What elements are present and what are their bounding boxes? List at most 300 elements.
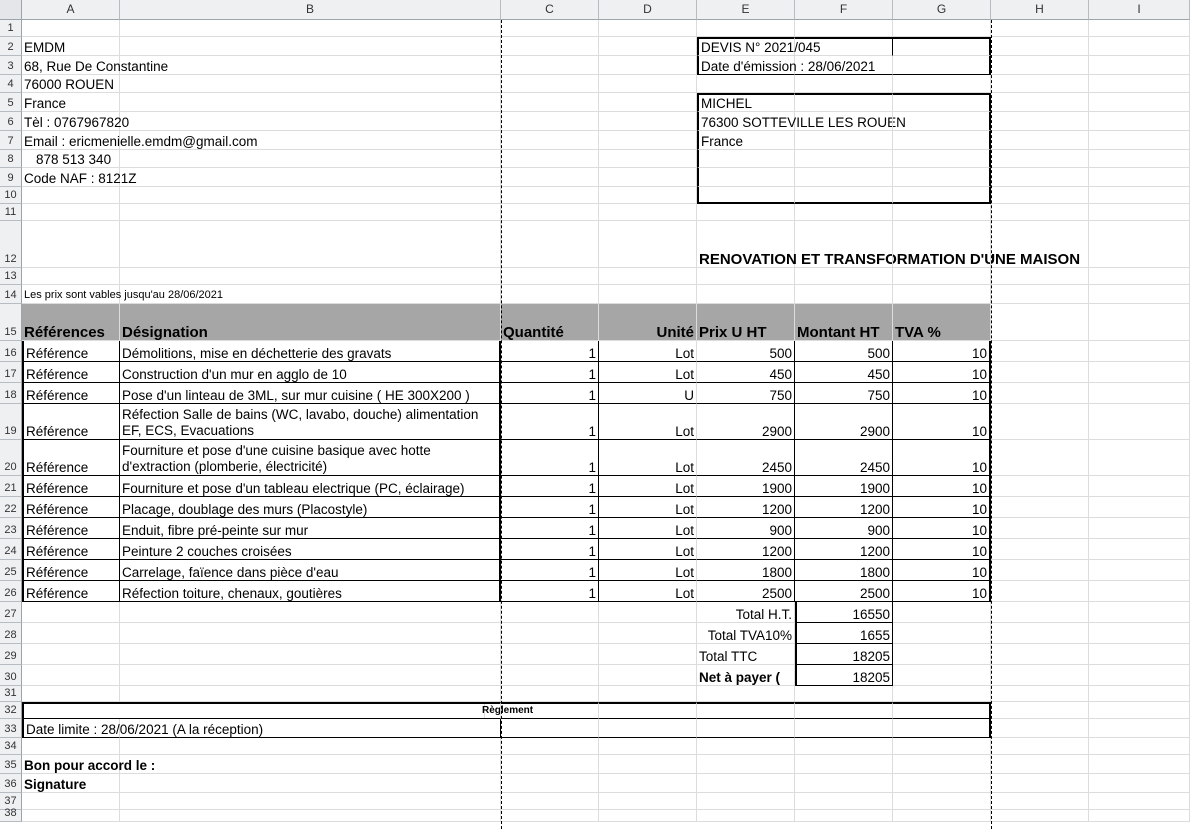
cell-A10[interactable] xyxy=(22,187,120,204)
cell-I26[interactable] xyxy=(1089,581,1190,602)
cell-I2[interactable] xyxy=(1089,37,1190,56)
cell-E34[interactable] xyxy=(697,738,795,755)
cell-B29[interactable] xyxy=(120,644,501,665)
row-header-35[interactable] xyxy=(0,755,22,774)
cell-D2[interactable] xyxy=(599,37,697,56)
cell-E1[interactable] xyxy=(697,20,795,37)
cell-G38[interactable] xyxy=(893,810,991,822)
cell-G31[interactable] xyxy=(893,686,991,702)
cell-B1[interactable] xyxy=(120,20,501,37)
cell-E23[interactable] xyxy=(697,518,795,539)
cell-D5[interactable] xyxy=(599,93,697,112)
cell-F5[interactable] xyxy=(795,93,893,112)
column-header-C[interactable] xyxy=(501,0,599,20)
cell-I16[interactable] xyxy=(1089,341,1190,362)
cell-H36[interactable] xyxy=(991,774,1089,793)
cell-C28[interactable] xyxy=(501,623,599,644)
cell-F22[interactable] xyxy=(795,497,893,518)
cell-I15[interactable] xyxy=(1089,304,1190,341)
cell-F8[interactable] xyxy=(795,150,893,168)
cell-B33[interactable] xyxy=(120,719,501,738)
cell-E13[interactable] xyxy=(697,268,795,285)
cell-D28[interactable] xyxy=(599,623,697,644)
cell-A34[interactable] xyxy=(22,738,120,755)
cell-A22[interactable] xyxy=(22,497,120,518)
cell-B36[interactable] xyxy=(120,774,501,793)
cell-I24[interactable] xyxy=(1089,539,1190,560)
cell-B35[interactable] xyxy=(120,755,501,774)
cell-H17[interactable] xyxy=(991,362,1089,383)
cell-H13[interactable] xyxy=(991,268,1089,285)
cell-H5[interactable] xyxy=(991,93,1089,112)
cell-G17[interactable] xyxy=(893,362,991,383)
cell-C34[interactable] xyxy=(501,738,599,755)
row-header-32[interactable] xyxy=(0,702,22,719)
cell-A29[interactable] xyxy=(22,644,120,665)
cell-C31[interactable] xyxy=(501,686,599,702)
cell-E5[interactable] xyxy=(697,93,795,112)
cell-I22[interactable] xyxy=(1089,497,1190,518)
row-header-22[interactable] xyxy=(0,497,22,518)
row-header-13[interactable] xyxy=(0,268,22,285)
cell-B15[interactable] xyxy=(120,304,501,341)
cell-F25[interactable] xyxy=(795,560,893,581)
cell-E10[interactable] xyxy=(697,187,795,204)
cell-C16[interactable] xyxy=(501,341,599,362)
cell-F38[interactable] xyxy=(795,810,893,822)
row-header-2[interactable] xyxy=(0,37,22,56)
cell-E21[interactable] xyxy=(697,476,795,497)
cell-A20[interactable] xyxy=(22,440,120,476)
row-header-28[interactable] xyxy=(0,623,22,644)
column-header-A[interactable] xyxy=(22,0,120,20)
cell-C8[interactable] xyxy=(501,150,599,168)
cell-C14[interactable] xyxy=(501,285,599,304)
cell-G28[interactable] xyxy=(893,623,991,644)
cell-B38[interactable] xyxy=(120,810,501,822)
cell-H35[interactable] xyxy=(991,755,1089,774)
row-header-24[interactable] xyxy=(0,539,22,560)
cell-F9[interactable] xyxy=(795,168,893,187)
cell-B23[interactable] xyxy=(120,518,501,539)
cell-A27[interactable] xyxy=(22,602,120,623)
select-all-corner[interactable] xyxy=(0,0,22,20)
cell-G1[interactable] xyxy=(893,20,991,37)
cell-I28[interactable] xyxy=(1089,623,1190,644)
cell-H27[interactable] xyxy=(991,602,1089,623)
cell-A36[interactable] xyxy=(22,774,120,793)
cell-G16[interactable] xyxy=(893,341,991,362)
cell-H10[interactable] xyxy=(991,187,1089,204)
cell-I11[interactable] xyxy=(1089,204,1190,221)
cell-D32[interactable] xyxy=(599,702,697,719)
cell-C12[interactable] xyxy=(501,221,599,268)
cell-A18[interactable] xyxy=(22,383,120,404)
cell-A7[interactable] xyxy=(22,131,258,150)
cell-D35[interactable] xyxy=(599,755,697,774)
cell-D24[interactable] xyxy=(599,539,697,560)
cell-G33[interactable] xyxy=(893,719,991,738)
cell-D4[interactable] xyxy=(599,75,697,93)
cell-F37[interactable] xyxy=(795,793,893,810)
cell-H29[interactable] xyxy=(991,644,1089,665)
cell-B12[interactable] xyxy=(120,221,501,268)
cell-B13[interactable] xyxy=(120,268,501,285)
cell-D37[interactable] xyxy=(599,793,697,810)
cell-G18[interactable] xyxy=(893,383,991,404)
cell-I30[interactable] xyxy=(1089,665,1190,686)
cell-C33[interactable] xyxy=(501,719,599,738)
cell-D17[interactable] xyxy=(599,362,697,383)
row-header-10[interactable] xyxy=(0,187,22,204)
column-header-H[interactable] xyxy=(991,0,1089,20)
row-header-36[interactable] xyxy=(0,774,22,793)
cell-A23[interactable] xyxy=(22,518,120,539)
cell-G26[interactable] xyxy=(893,581,991,602)
cell-D25[interactable] xyxy=(599,560,697,581)
cell-I12[interactable] xyxy=(1089,221,1190,268)
cell-B14[interactable] xyxy=(120,285,501,304)
row-header-3[interactable] xyxy=(0,56,22,75)
row-header-25[interactable] xyxy=(0,560,22,581)
cell-A28[interactable] xyxy=(22,623,120,644)
cell-B18[interactable] xyxy=(120,383,501,404)
cell-B24[interactable] xyxy=(120,539,501,560)
cell-A31[interactable] xyxy=(22,686,120,702)
cell-E22[interactable] xyxy=(697,497,795,518)
cell-I9[interactable] xyxy=(1089,168,1190,187)
cell-A11[interactable] xyxy=(22,204,120,221)
column-header-I[interactable] xyxy=(1089,0,1190,20)
cell-G2[interactable] xyxy=(893,37,991,56)
cell-B25[interactable] xyxy=(120,560,501,581)
cell-B4[interactable] xyxy=(120,75,501,93)
cell-D3[interactable] xyxy=(599,56,697,75)
cell-B7[interactable] xyxy=(120,131,501,150)
cell-F23[interactable] xyxy=(795,518,893,539)
cell-E19[interactable] xyxy=(697,404,795,440)
cell-A6[interactable] xyxy=(22,112,130,131)
cell-E32[interactable] xyxy=(697,702,795,719)
cell-D6[interactable] xyxy=(599,112,697,131)
cell-H25[interactable] xyxy=(991,560,1089,581)
cell-C19[interactable] xyxy=(501,404,599,440)
cell-E2[interactable] xyxy=(697,37,821,56)
row-header-16[interactable] xyxy=(0,341,22,362)
cell-A25[interactable] xyxy=(22,560,120,581)
cell-D7[interactable] xyxy=(599,131,697,150)
cell-F13[interactable] xyxy=(795,268,893,285)
cell-E33[interactable] xyxy=(697,719,795,738)
cell-G7[interactable] xyxy=(893,131,991,150)
cell-B19[interactable] xyxy=(120,404,501,440)
row-header-26[interactable] xyxy=(0,581,22,602)
cell-A12[interactable] xyxy=(22,221,120,268)
cell-I20[interactable] xyxy=(1089,440,1190,476)
row-header-14[interactable] xyxy=(0,285,22,304)
cell-G9[interactable] xyxy=(893,168,991,187)
cell-D31[interactable] xyxy=(599,686,697,702)
cell-E37[interactable] xyxy=(697,793,795,810)
cell-F19[interactable] xyxy=(795,404,893,440)
cell-H38[interactable] xyxy=(991,810,1089,822)
cell-I5[interactable] xyxy=(1089,93,1190,112)
cell-A19[interactable] xyxy=(22,404,120,440)
cell-C35[interactable] xyxy=(501,755,599,774)
cell-C29[interactable] xyxy=(501,644,599,665)
cell-B11[interactable] xyxy=(120,204,501,221)
cell-E30[interactable] xyxy=(697,665,795,686)
cell-I32[interactable] xyxy=(1089,702,1190,719)
cell-I35[interactable] xyxy=(1089,755,1190,774)
row-header-29[interactable] xyxy=(0,644,22,665)
cell-G23[interactable] xyxy=(893,518,991,539)
cell-H26[interactable] xyxy=(991,581,1089,602)
cell-F35[interactable] xyxy=(795,755,893,774)
cell-A38[interactable] xyxy=(22,810,120,822)
cell-G15[interactable] xyxy=(893,304,991,341)
cell-I25[interactable] xyxy=(1089,560,1190,581)
cell-E18[interactable] xyxy=(697,383,795,404)
cell-I10[interactable] xyxy=(1089,187,1190,204)
cell-G20[interactable] xyxy=(893,440,991,476)
row-header-30[interactable] xyxy=(0,665,22,686)
cell-D9[interactable] xyxy=(599,168,697,187)
cell-F3[interactable] xyxy=(795,56,893,75)
cell-G22[interactable] xyxy=(893,497,991,518)
cell-H32[interactable] xyxy=(991,702,1089,719)
cell-E7[interactable] xyxy=(697,131,795,150)
cell-F16[interactable] xyxy=(795,341,893,362)
cell-F1[interactable] xyxy=(795,20,893,37)
cell-F34[interactable] xyxy=(795,738,893,755)
cell-D20[interactable] xyxy=(599,440,697,476)
cell-I33[interactable] xyxy=(1089,719,1190,738)
cell-C30[interactable] xyxy=(501,665,599,686)
cell-B34[interactable] xyxy=(120,738,501,755)
cell-I37[interactable] xyxy=(1089,793,1190,810)
cell-D8[interactable] xyxy=(599,150,697,168)
row-header-33[interactable] xyxy=(0,719,22,738)
cell-E8[interactable] xyxy=(697,150,795,168)
cell-G29[interactable] xyxy=(893,644,991,665)
cell-F20[interactable] xyxy=(795,440,893,476)
cell-C36[interactable] xyxy=(501,774,599,793)
cell-H8[interactable] xyxy=(991,150,1089,168)
cell-C27[interactable] xyxy=(501,602,599,623)
cell-A4[interactable] xyxy=(22,75,120,93)
cell-D27[interactable] xyxy=(599,602,697,623)
cell-B27[interactable] xyxy=(120,602,501,623)
cell-I19[interactable] xyxy=(1089,404,1190,440)
cell-G4[interactable] xyxy=(893,75,991,93)
cell-G32[interactable] xyxy=(893,702,991,719)
cell-C6[interactable] xyxy=(501,112,599,131)
column-header-B[interactable] xyxy=(120,0,501,20)
cell-E31[interactable] xyxy=(697,686,795,702)
cell-E9[interactable] xyxy=(697,168,795,187)
cell-C1[interactable] xyxy=(501,20,599,37)
cell-E3[interactable] xyxy=(697,56,876,75)
cell-H9[interactable] xyxy=(991,168,1089,187)
cell-G36[interactable] xyxy=(893,774,991,793)
cell-E29[interactable] xyxy=(697,644,795,665)
cell-H18[interactable] xyxy=(991,383,1089,404)
cell-I29[interactable] xyxy=(1089,644,1190,665)
cell-D29[interactable] xyxy=(599,644,697,665)
cell-E26[interactable] xyxy=(697,581,795,602)
cell-A37[interactable] xyxy=(22,793,120,810)
cell-F24[interactable] xyxy=(795,539,893,560)
cell-H12[interactable] xyxy=(991,221,1089,268)
cell-I3[interactable] xyxy=(1089,56,1190,75)
cell-F15[interactable] xyxy=(795,304,893,341)
cell-H34[interactable] xyxy=(991,738,1089,755)
cell-G10[interactable] xyxy=(893,187,991,204)
cell-D34[interactable] xyxy=(599,738,697,755)
cell-E20[interactable] xyxy=(697,440,795,476)
cell-A30[interactable] xyxy=(22,665,120,686)
cell-F33[interactable] xyxy=(795,719,893,738)
column-header-D[interactable] xyxy=(599,0,697,20)
row-header-31[interactable] xyxy=(0,686,22,702)
cell-H11[interactable] xyxy=(991,204,1089,221)
cell-D12[interactable] xyxy=(599,221,697,268)
cell-I6[interactable] xyxy=(1089,112,1190,131)
row-header-21[interactable] xyxy=(0,476,22,497)
cell-C10[interactable] xyxy=(501,187,599,204)
row-header-1[interactable] xyxy=(0,20,22,37)
cell-F28[interactable] xyxy=(795,623,893,644)
cell-H20[interactable] xyxy=(991,440,1089,476)
cell-H31[interactable] xyxy=(991,686,1089,702)
cell-B22[interactable] xyxy=(120,497,501,518)
cell-C17[interactable] xyxy=(501,362,599,383)
cell-F26[interactable] xyxy=(795,581,893,602)
cell-E25[interactable] xyxy=(697,560,795,581)
cell-H2[interactable] xyxy=(991,37,1089,56)
cell-A33[interactable] xyxy=(22,719,264,738)
cell-D13[interactable] xyxy=(599,268,697,285)
cell-I14[interactable] xyxy=(1089,285,1190,304)
cell-B17[interactable] xyxy=(120,362,501,383)
cell-H1[interactable] xyxy=(991,20,1089,37)
row-header-20[interactable] xyxy=(0,440,22,476)
cell-B20[interactable] xyxy=(120,440,501,476)
row-header-8[interactable] xyxy=(0,150,22,168)
cell-B16[interactable] xyxy=(120,341,501,362)
row-header-9[interactable] xyxy=(0,168,22,187)
cell-H21[interactable] xyxy=(991,476,1089,497)
cell-F27[interactable] xyxy=(795,602,893,623)
cell-F6[interactable] xyxy=(795,112,893,131)
cell-C2[interactable] xyxy=(501,37,599,56)
cell-H30[interactable] xyxy=(991,665,1089,686)
cell-H28[interactable] xyxy=(991,623,1089,644)
cell-I38[interactable] xyxy=(1089,810,1190,822)
cell-I4[interactable] xyxy=(1089,75,1190,93)
cell-C5[interactable] xyxy=(501,93,599,112)
cell-H15[interactable] xyxy=(991,304,1089,341)
cell-G6[interactable] xyxy=(893,112,991,131)
cell-C21[interactable] xyxy=(501,476,599,497)
cell-E36[interactable] xyxy=(697,774,795,793)
cell-C37[interactable] xyxy=(501,793,599,810)
cell-B37[interactable] xyxy=(120,793,501,810)
cell-E12[interactable] xyxy=(697,221,1081,268)
cell-C7[interactable] xyxy=(501,131,599,150)
row-header-11[interactable] xyxy=(0,204,22,221)
cell-B31[interactable] xyxy=(120,686,501,702)
cell-I23[interactable] xyxy=(1089,518,1190,539)
cell-F36[interactable] xyxy=(795,774,893,793)
cell-G14[interactable] xyxy=(893,285,991,304)
row-header-19[interactable] xyxy=(0,404,22,440)
cell-C25[interactable] xyxy=(501,560,599,581)
cell-D30[interactable] xyxy=(599,665,697,686)
cell-G21[interactable] xyxy=(893,476,991,497)
cell-A1[interactable] xyxy=(22,20,120,37)
cell-C18[interactable] xyxy=(501,383,599,404)
cell-H24[interactable] xyxy=(991,539,1089,560)
cell-F30[interactable] xyxy=(795,665,893,686)
row-header-6[interactable] xyxy=(0,112,22,131)
cell-A5[interactable] xyxy=(22,93,120,112)
cell-A3[interactable] xyxy=(22,56,169,75)
cell-D26[interactable] xyxy=(599,581,697,602)
cell-I27[interactable] xyxy=(1089,602,1190,623)
cell-A24[interactable] xyxy=(22,539,120,560)
cell-D33[interactable] xyxy=(599,719,697,738)
cell-H16[interactable] xyxy=(991,341,1089,362)
cell-H6[interactable] xyxy=(991,112,1089,131)
cell-C9[interactable] xyxy=(501,168,599,187)
cell-D21[interactable] xyxy=(599,476,697,497)
cell-B6[interactable] xyxy=(120,112,501,131)
cell-C26[interactable] xyxy=(501,581,599,602)
cell-B3[interactable] xyxy=(120,56,501,75)
cell-F10[interactable] xyxy=(795,187,893,204)
cell-C13[interactable] xyxy=(501,268,599,285)
cell-C3[interactable] xyxy=(501,56,599,75)
cell-G27[interactable] xyxy=(893,602,991,623)
cell-E6[interactable] xyxy=(697,112,906,131)
cell-B5[interactable] xyxy=(120,93,501,112)
cell-B21[interactable] xyxy=(120,476,501,497)
cell-D19[interactable] xyxy=(599,404,697,440)
cell-F17[interactable] xyxy=(795,362,893,383)
cell-D38[interactable] xyxy=(599,810,697,822)
row-header-5[interactable] xyxy=(0,93,22,112)
cell-G25[interactable] xyxy=(893,560,991,581)
cell-E28[interactable] xyxy=(697,623,795,644)
cell-A16[interactable] xyxy=(22,341,120,362)
row-header-7[interactable] xyxy=(0,131,22,150)
cell-C23[interactable] xyxy=(501,518,599,539)
cell-H4[interactable] xyxy=(991,75,1089,93)
cell-I7[interactable] xyxy=(1089,131,1190,150)
cell-B28[interactable] xyxy=(120,623,501,644)
cell-B9[interactable] xyxy=(120,168,501,187)
cell-A13[interactable] xyxy=(22,268,120,285)
cell-H7[interactable] xyxy=(991,131,1089,150)
cell-F31[interactable] xyxy=(795,686,893,702)
cell-H22[interactable] xyxy=(991,497,1089,518)
cell-H3[interactable] xyxy=(991,56,1089,75)
cell-H14[interactable] xyxy=(991,285,1089,304)
cell-D22[interactable] xyxy=(599,497,697,518)
cell-G11[interactable] xyxy=(893,204,991,221)
